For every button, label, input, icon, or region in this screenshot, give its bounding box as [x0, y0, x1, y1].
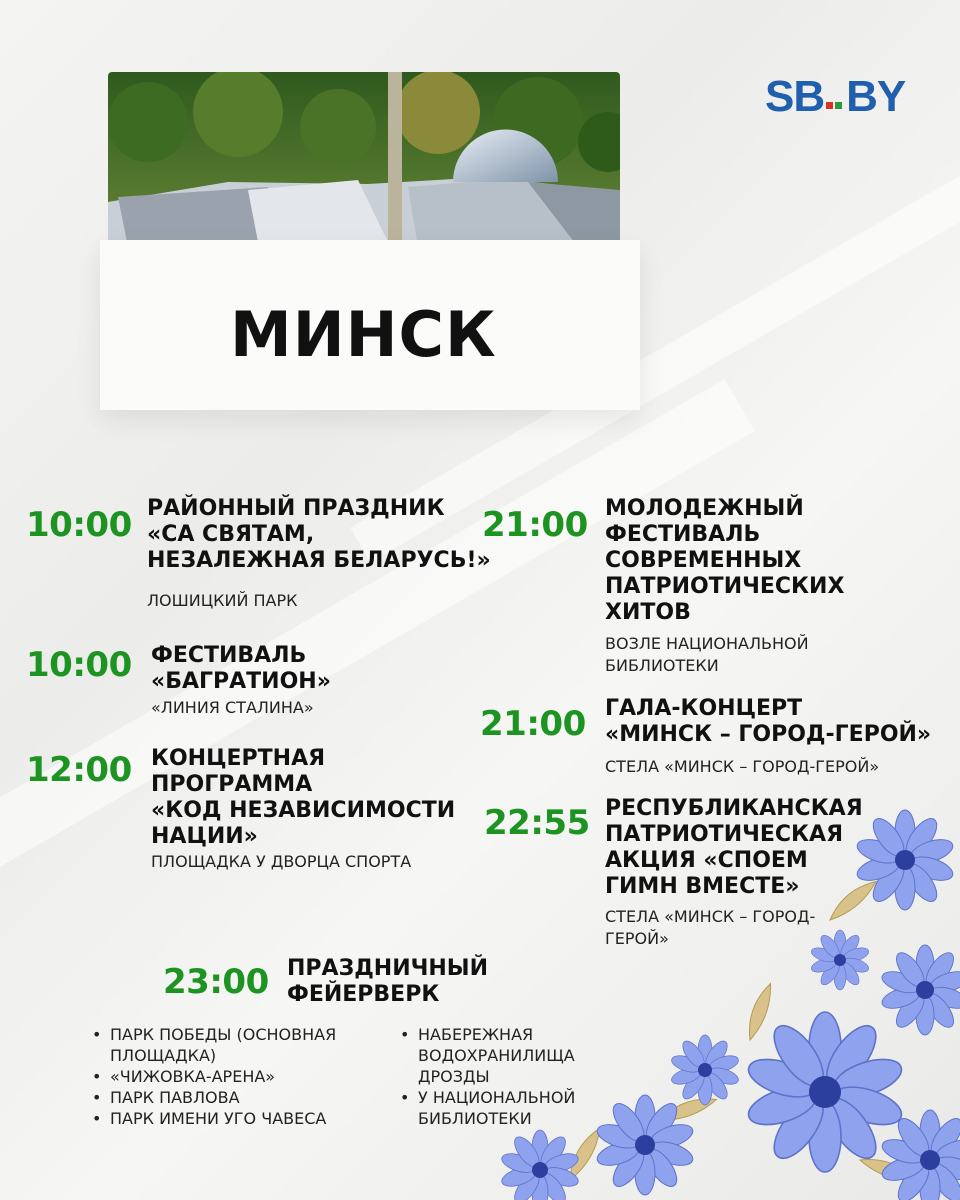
list-item: • ПАРК ПОБЕДЫ (ОСНОВНАЯ ПЛОЩАДКА) — [90, 1024, 400, 1066]
sb-by-logo — [765, 72, 905, 122]
event-time: 21:00 — [482, 505, 588, 545]
list-item: • ПАРК ИМЕНИ УГО ЧАВЕСА — [90, 1108, 400, 1129]
event-title: КОНЦЕРТНАЯ ПРОГРАММА «КОД НЕЗАВИСИМОСТИ НАЦИИ» — [151, 746, 456, 849]
cornflower-decoration — [500, 800, 960, 1200]
fireworks-locations-left — [90, 1024, 400, 1129]
page-title: МИНСК — [230, 298, 497, 371]
list-item: • НАБЕРЕЖНАЯ ВОДОХРАНИЛИЩА ДРОЗДЫ — [398, 1024, 638, 1087]
fireworks-time: 23:00 — [163, 962, 269, 1002]
event-time: 12:00 — [26, 750, 132, 790]
logo-text-right: BY — [846, 72, 906, 121]
event-time: 10:00 — [26, 645, 132, 685]
list-item: • У НАЦИОНАЛЬНОЙ БИБЛИОТЕКИ — [398, 1087, 638, 1129]
event-place: СТЕЛА «МИНСК – ГОРОД- ГЕРОЙ» — [605, 907, 816, 948]
logo-mark — [824, 72, 846, 116]
event-time: 10:00 — [26, 505, 132, 545]
event-title: РЕСПУБЛИКАНСКАЯ ПАТРИОТИЧЕСКАЯ АКЦИЯ «СПОЕМ ГИМН ВМЕСТЕ» — [605, 796, 863, 899]
event-place: ЛОШИЦКИЙ ПАРК — [147, 591, 298, 610]
fireworks-title: ПРАЗДНИЧНЫЙ ФЕЙЕРВЕРК — [287, 956, 489, 1007]
event-place: СТЕЛА «МИНСК – ГОРОД-ГЕРОЙ» — [605, 757, 880, 776]
event-place: ВОЗЛЕ НАЦИОНАЛЬНОЙ БИБЛИОТЕКИ — [605, 634, 809, 675]
event-title: МОЛОДЕЖНЫЙ ФЕСТИВАЛЬ СОВРЕМЕННЫХ ПАТРИОТИЧЕСКИХ ХИТОВ — [605, 496, 845, 625]
list-item: • ПАРК ПАВЛОВА — [90, 1087, 400, 1108]
event-title: РАЙОННЫЙ ПРАЗДНИК «СА СВЯТАМ, НЕЗАЛЕЖНАЯ БЕЛАРУСЬ!» — [147, 496, 491, 573]
event-place: «ЛИНИЯ СТАЛИНА» — [151, 698, 314, 717]
event-place: ПЛОЩАДКА У ДВОРЦА СПОРТА — [151, 852, 412, 871]
event-title: ФЕСТИВАЛЬ «БАГРАТИОН» — [151, 643, 331, 694]
logo-text-left: SB — [765, 72, 825, 121]
event-title: ГАЛА-КОНЦЕРТ «МИНСК – ГОРОД-ГЕРОЙ» — [605, 696, 932, 747]
event-time: 21:00 — [480, 704, 586, 744]
event-time: 22:55 — [484, 803, 590, 843]
list-item: • «ЧИЖОВКА-АРЕНА» — [90, 1066, 400, 1087]
